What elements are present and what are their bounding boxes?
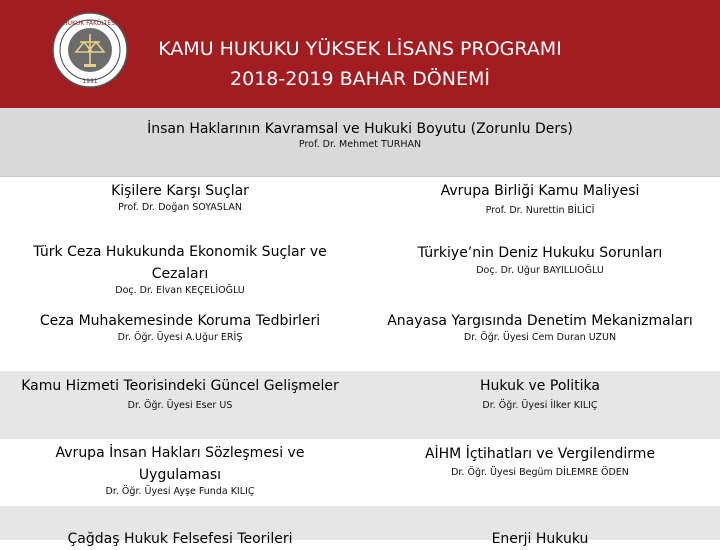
title-line-1: KAMU HUKUKU YÜKSEK LİSANS PROGRAMI xyxy=(158,38,562,60)
featured-course-title: İnsan Haklarının Kavramsal ve Hukuki Boyutu (Zorunlu Ders) xyxy=(147,121,573,137)
course-professor: Dr. Öğr. Üyesi Ayşe Funda KILIÇ xyxy=(105,486,255,497)
course-professor: Dr. Öğr. Üyesi Begüm DİLEMRE ÖDEN xyxy=(451,467,629,478)
course-title xyxy=(0,442,360,486)
svg-text:1991: 1991 xyxy=(82,78,98,85)
course-title: Ceza Muhakemesinde Koruma Tedbirleri xyxy=(39,313,321,329)
course-title: Anayasa Yargısında Denetim Mekanizmaları xyxy=(387,313,693,329)
course-title: Türkiye’nin Deniz Hukuku Sorunları xyxy=(417,245,663,261)
divider xyxy=(0,176,720,177)
course-professor: Prof. Dr. Nurettin BİLİCİ xyxy=(485,205,595,216)
course-title-line: Türk Ceza Hukukunda Ekonomik Suçlar ve xyxy=(33,244,327,260)
course-title-line: Cezaları xyxy=(151,266,209,282)
course-title xyxy=(0,241,360,285)
course-title: Hukuk ve Politika xyxy=(480,378,600,394)
course-title: Enerji Hukuku xyxy=(491,531,589,547)
course-professor: Dr. Öğr. Üyesi A.Uğur ERİŞ xyxy=(117,332,243,343)
course-title-line: Avrupa İnsan Hakları Sözleşmesi ve xyxy=(55,445,305,461)
course-title: Kişilere Karşı Suçlar xyxy=(111,183,249,199)
course-title: Kamu Hizmeti Teorisindeki Güncel Gelişmeler xyxy=(21,378,339,394)
featured-course-professor: Prof. Dr. Mehmet TURHAN xyxy=(298,139,422,150)
course-professor: Doç. Dr. Uğur BAYILLIOĞLU xyxy=(476,265,604,276)
header-banner xyxy=(0,0,720,108)
course-professor: Dr. Öğr. Üyesi Cem Duran UZUN xyxy=(463,332,617,343)
course-title: AİHM İçtihatları ve Vergilendirme xyxy=(424,446,656,462)
course-professor: Dr. Öğr. Üyesi İlker KILIÇ xyxy=(482,400,598,411)
faculty-logo xyxy=(52,12,128,88)
title-line-2: 2018-2019 BAHAR DÖNEMİ xyxy=(230,68,490,90)
course-professor: Prof. Dr. Doğan SOYASLAN xyxy=(118,202,242,213)
svg-text:HUKUK FAKÜLTESİ: HUKUK FAKÜLTESİ xyxy=(63,20,117,27)
course-title-line: Uygulaması xyxy=(138,467,222,483)
page-title xyxy=(140,34,580,94)
course-title: Çağdaş Hukuk Felsefesi Teorileri xyxy=(67,531,293,547)
course-title: Avrupa Birliği Kamu Maliyesi xyxy=(440,183,640,199)
course-professor: Dr. Öğr. Üyesi Eser US xyxy=(127,400,233,411)
course-professor: Doç. Dr. Elvan KEÇELİOĞLU xyxy=(115,285,245,296)
